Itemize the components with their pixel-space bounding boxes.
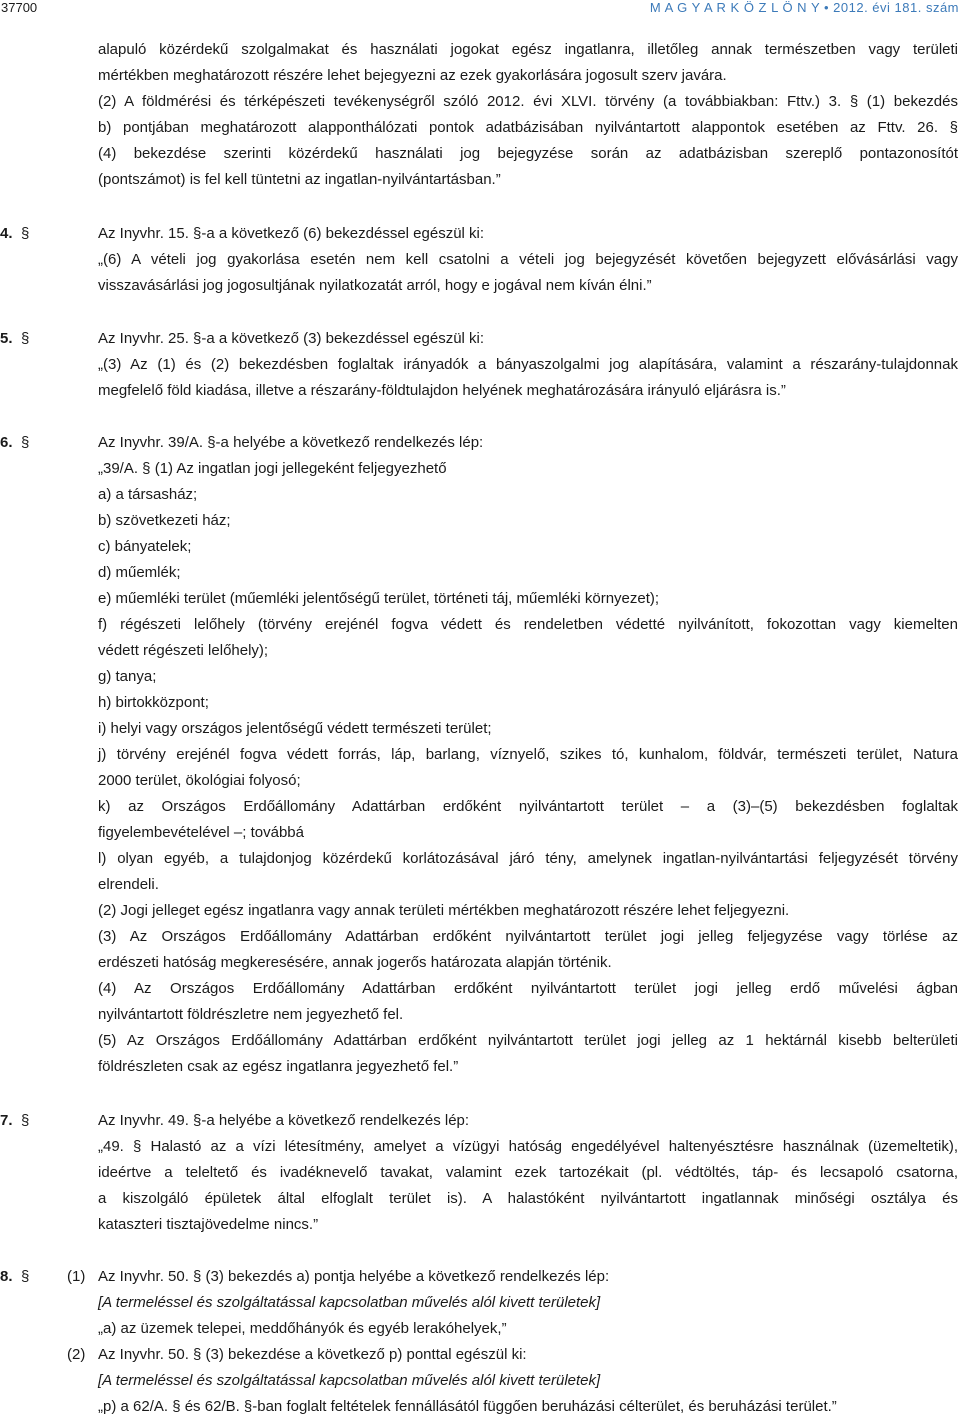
section-line: kataszteri tisztajövedelme nincs.”	[98, 1216, 319, 1233]
publication-title: M A G Y A R K Ö Z L Ö N Y • 2012. évi 181. szám	[649, 0, 959, 15]
section-line: l) olyan egyéb, a tulajdonjog közérdekű korlátozásával járó tény, amelynek ingatlan-nyilvántartási feljegyzését törvény	[98, 850, 958, 867]
section-number: 4.	[0, 225, 13, 242]
section-line: „(3) Az (1) és (2) bekezdésben foglaltak irányadók a bányaszolgalmi jog alapítására, valamint a részarány-tulajdonnak	[98, 356, 958, 373]
section-line: d) műemlék;	[98, 564, 181, 581]
section-line: c) bányatelek;	[98, 538, 192, 555]
section-line: elrendeli.	[98, 876, 159, 893]
section-line: megfelelő föld kiadása, illetve a részarány-földtulajdon helyének meghatározására irányuló eljárásra is.”	[98, 382, 786, 399]
body-line: mértékben meghatározott részére lehet bejegyezni az ezek gyakorlására jogosult szerv javára.	[98, 67, 727, 84]
section-line: Az Inyvhr. 25. §-a a következő (3) bekezdéssel egészül ki:	[98, 330, 485, 347]
section-line: nyilvántartott földrészletre nem jegyezhető fel.	[98, 1006, 404, 1023]
section-line: erdészeti hatóság megkeresésére, annak jogerős határozata alapján történik.	[98, 954, 612, 971]
section-symbol: §	[21, 1268, 30, 1285]
section-number: 8.	[0, 1268, 13, 1285]
section-line: b) szövetkezeti ház;	[98, 512, 231, 529]
section-line: f) régészeti lelőhely (törvény erejénél fogva védett és rendeletben védetté nyilvánított, fokozottan vagy kiemelten	[98, 616, 958, 633]
page-header	[0, 0, 960, 18]
section-line: „(6) A vételi jog gyakorlása esetén nem kell csatolni a vételi jog bejegyzését követően bejegyzett elővásárlási vagy	[98, 251, 958, 268]
section-line: j) törvény erejénél fogva védett forrás, láp, barlang, víznyelő, szikes tó, kunhalom, földvár, természeti terület, Natura	[98, 746, 958, 763]
section-line: 2000 terület, ökológiai folyosó;	[98, 772, 301, 789]
section-symbol: §	[21, 434, 30, 451]
section-line: h) birtokközpont;	[98, 694, 209, 711]
section-symbol: §	[21, 225, 30, 242]
section-line: (2) Jogi jelleget egész ingatlanra vagy annak területi mértékben meghatározott részére lehet feljegyezni.	[98, 902, 790, 919]
section-line: „39/A. § (1) Az ingatlan jogi jellegeként feljegyezhető	[98, 460, 447, 477]
section-line: k) az Országos Erdőállomány Adattárban erdőként nyilvántartott terület – a (3)–(5) bekezdésben foglaltak	[98, 798, 958, 815]
body-line: (pontszámot) is fel kell tüntetni az ingatlan-nyilvántartásban.”	[98, 171, 501, 188]
section-symbol: §	[21, 330, 30, 347]
section-line: védett régészeti lelőhely);	[98, 642, 269, 659]
section-line: Az Inyvhr. 50. § (3) bekezdés a) pontja helyébe a következő rendelkezés lép:	[98, 1268, 610, 1285]
section-line: „a) az üzemek telepei, meddőhányók és egyéb lerakóhelyek,”	[98, 1320, 507, 1337]
section-line: g) tanya;	[98, 668, 157, 685]
body-line: (4) bekezdése szerinti közérdekű használati jog bejegyzése során az adatbázisban szereplő pontazonosítót	[98, 145, 958, 162]
paragraph-label: (2)	[67, 1346, 86, 1363]
body-line: (2) A földmérési és térképészeti tevékenységről szóló 2012. évi XLVI. törvény (a továbbiakban: Fttv.) 3. § (1) bekezdés	[98, 93, 958, 110]
section-line: visszavásárlási jog jogosultjának nyilatkozatát arról, hogy e jogával nem kíván élni.”	[98, 277, 652, 294]
section-line: a) a társasház;	[98, 486, 198, 503]
section-number: 6.	[0, 434, 13, 451]
section-line: (5) Az Országos Erdőállomány Adattárban erdőként nyilvántartott terület jogi jelleg az 1 hektárnál kisebb belterületi	[98, 1032, 958, 1049]
page-number: 37700	[1, 0, 38, 15]
section-number: 7.	[0, 1112, 13, 1129]
section-line: a kiszolgáló épületek által elfoglalt terület is). A halastóként nyilvántartott ingatlannak minőségi osztálya és	[98, 1190, 958, 1207]
section-line: e) műemléki terület (műemléki jelentőségű terület, történeti táj, műemléki környezet);	[98, 590, 660, 607]
section-line: i) helyi vagy országos jelentőségű védett természeti terület;	[98, 720, 492, 737]
section-line: Az Inyvhr. 15. §-a a következő (6) bekezdéssel egészül ki:	[98, 225, 485, 242]
section-line: (3) Az Országos Erdőállomány Adattárban erdőként nyilvántartott terület jogi jelleg feljegyzése vagy törlése az	[98, 928, 958, 945]
section-line: Az Inyvhr. 39/A. §-a helyébe a következő rendelkezés lép:	[98, 434, 484, 451]
section-line: földrészleten csak az egész ingatlanra jegyezhető fel.”	[98, 1058, 459, 1075]
section-line: Az Inyvhr. 49. §-a helyébe a következő rendelkezés lép:	[98, 1112, 470, 1129]
section-line: figyelembevételével –; továbbá	[98, 824, 304, 841]
section-line: [A termeléssel és szolgáltatással kapcsolatban művelés alól kivett területek]	[98, 1294, 601, 1311]
section-line: ideértve a teleltető és ivadéknevelő tavakat, valamint ezek tartozékait (pl. védtöltés, táp- és lecsapoló csatorna,	[98, 1164, 958, 1181]
section-symbol: §	[21, 1112, 30, 1129]
section-number: 5.	[0, 330, 13, 347]
section-line: (4) Az Országos Erdőállomány Adattárban erdőként nyilvántartott terület jogi jelleg erdő művelési ágban	[98, 980, 958, 997]
body-line: alapuló közérdekű szolgalmakat és használati jogokat egész ingatlanra, illetőleg annak természetben vagy területi	[98, 41, 958, 58]
section-line: [A termeléssel és szolgáltatással kapcsolatban művelés alól kivett területek]	[98, 1372, 601, 1389]
paragraph-label: (1)	[67, 1268, 86, 1285]
section-line: „p) a 62/A. § és 62/B. §-ban foglalt feltételek fennállásától függően beruházási célterület, és beruházási terület.”	[98, 1398, 837, 1415]
body-line: b) pontjában meghatározott alapponthálózati pontok adatbázisában nyilvántartott alappontok esetében az Fttv. 26. §	[98, 119, 958, 136]
section-line: Az Inyvhr. 50. § (3) bekezdése a következő p) ponttal egészül ki:	[98, 1346, 527, 1363]
section-line: „49. § Halastó az a vízi létesítmény, amelyet a vízügyi hatóság engedélyével haltenyésztésre használnak (üzemeltetik),	[98, 1138, 958, 1155]
